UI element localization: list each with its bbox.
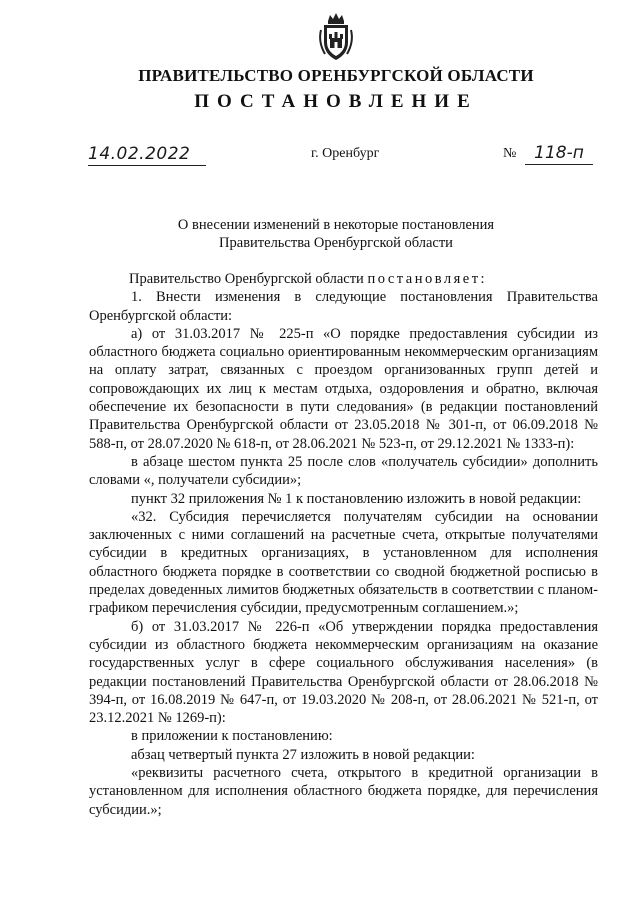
document-number-label: № (503, 146, 517, 161)
paragraph-5: «32. Субсидия перечисляется получателям субсидии на основании заключенных с ними соглашений на расчетные счета, открытые получателями субсидии в кредитных организациях, в установленном для исполнения областного бюджета порядке в соответствии со сводной бюджетной росписью в пределах доведенных лимитов бюджетных обязательств в соответствии с планом-графиком перечисления субсидии, предусмотренным соглашением.»; (89, 508, 598, 617)
document-date: 14.02.2022 (88, 143, 206, 166)
paragraph-6: б) от 31.03.2017 № 226-п «Об утверждении порядка предоставления субсидии из областного бюджета некоммерческим организациям на оказание государственных услуг в сфере социального обслуживания населения» (в редакции постановлений Правительства Оренбургской области от 28.06.2018 № 394-п, от 16.08.2019 № 647-п, от 19.03.2020 № 208-п, от 28.06.2021 № 521-п, от 23.12.2021 № 1269-п): (89, 618, 598, 727)
paragraph-9: «реквизиты расчетного счета, открытого в кредитной организации в установленном для исполнения областного бюджета порядке, для перечисления субсидии.»; (89, 765, 598, 818)
document-city: г. Оренбург (311, 146, 380, 161)
paragraph-3: в абзаце шестом пункта 25 после слов «получатель субсидии» дополнить словами «, получатели субсидии»; (89, 453, 598, 489)
subject-line-1: О внесении изменений в некоторые постановления (177, 217, 495, 233)
organization-title: ПРАВИТЕЛЬСТВО ОРЕНБУРГСКОЙ ОБЛАСТИ (138, 66, 534, 85)
paragraph-1: 1. Внести изменения в следующие постановления Правительства Оренбургской области: (89, 289, 598, 324)
document-body (89, 270, 598, 819)
paragraph-2: а) от 31.03.2017 № 225-п «О порядке предоставления субсидии из областного бюджета социально ориентированным некоммерческим организациям на оплату затрат, связанных с проездом организованных групп детей и сопровождающих их лиц к местам отдыха, оздоровления и обратно, включая обеспечение их безопасности в пути следования» (в редакции постановлений Правительства Оренбургской области от 23.05.2018 № 301-п, от 06.09.2018 № 588-п, от 28.07.2020 № 618-п, от 28.06.2021 № 523-п, от 29.12.2021 № 1333-п): (89, 325, 598, 452)
subject-line-2: Правительства Оренбургской области (219, 235, 453, 251)
paragraph-8: абзац четвертый пункта 27 изложить в новой редакции: (131, 746, 475, 763)
document-type: ПОСТАНОВЛЕНИЕ (194, 91, 478, 112)
paragraph-7: в приложении к постановлению: (131, 728, 333, 745)
document-subject (0, 216, 640, 252)
intro-verb: постановляет: (367, 271, 488, 287)
intro-paragraph (89, 270, 598, 288)
intro-subject: Правительство Оренбургской области (129, 271, 364, 287)
coat-of-arms-icon (316, 12, 356, 62)
paragraph-4: пункт 32 приложения № 1 к постановлению изложить в новой редакции: (131, 490, 582, 507)
document-number: 118-п (525, 142, 593, 165)
